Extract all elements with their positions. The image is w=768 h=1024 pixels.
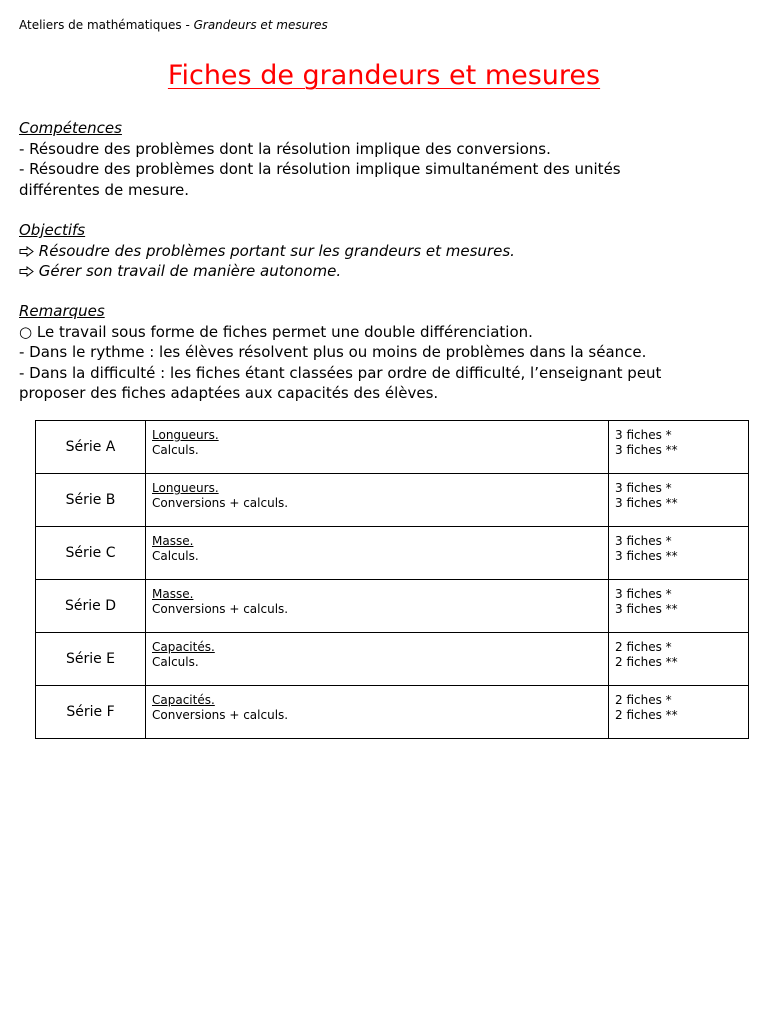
remarques-line: ○ Le travail sous forme de fiches permet une double différenciation. bbox=[19, 322, 533, 341]
competences-heading: Compétences bbox=[19, 119, 122, 137]
series-count-simple: 2 fiches * bbox=[615, 640, 672, 654]
series-count-simple: 3 fiches * bbox=[615, 534, 672, 548]
right-arrow-icon bbox=[19, 246, 34, 257]
table-row bbox=[36, 527, 749, 580]
series-description bbox=[146, 474, 609, 527]
series-count-simple: 3 fiches * bbox=[615, 481, 672, 495]
series-detail: Calculs. bbox=[152, 655, 199, 669]
series-description bbox=[146, 527, 609, 580]
table-row bbox=[36, 580, 749, 633]
series-count bbox=[609, 633, 749, 686]
series-topic: Masse. bbox=[152, 534, 194, 548]
objectifs-line bbox=[19, 241, 739, 262]
series-count bbox=[609, 421, 749, 474]
series-topic: Capacités. bbox=[152, 693, 215, 707]
objectifs-section bbox=[19, 220, 739, 282]
objectifs-text: Résoudre des problèmes portant sur les grandeurs et mesures. bbox=[38, 241, 515, 260]
remarques-section bbox=[19, 301, 739, 404]
table-row bbox=[36, 686, 749, 739]
series-count bbox=[609, 580, 749, 633]
series-name: Série E bbox=[36, 633, 146, 686]
series-count-hard: 2 fiches ** bbox=[615, 655, 678, 669]
series-count-simple: 3 fiches * bbox=[615, 587, 672, 601]
page-header bbox=[19, 16, 328, 34]
series-count bbox=[609, 474, 749, 527]
series-count-simple: 2 fiches * bbox=[615, 693, 672, 707]
header-topic: Grandeurs et mesures bbox=[193, 18, 328, 32]
series-count-hard: 2 fiches ** bbox=[615, 708, 678, 722]
competences-section bbox=[19, 118, 739, 200]
series-topic: Longueurs. bbox=[152, 481, 219, 495]
series-name: Série C bbox=[36, 527, 146, 580]
series-description bbox=[146, 633, 609, 686]
competences-line: - Résoudre des problèmes dont la résolution implique simultanément des unités bbox=[19, 160, 621, 178]
remarques-line: - Dans le rythme : les élèves résolvent plus ou moins de problèmes dans la séance. bbox=[19, 343, 647, 361]
remarques-line: proposer des fiches adaptées aux capacités des élèves. bbox=[19, 384, 439, 402]
series-detail: Conversions + calculs. bbox=[152, 602, 289, 616]
series-name: Série D bbox=[36, 580, 146, 633]
table-row bbox=[36, 633, 749, 686]
header-prefix: Ateliers de mathématiques - bbox=[19, 18, 194, 32]
series-count bbox=[609, 686, 749, 739]
series-detail: Conversions + calculs. bbox=[152, 708, 289, 722]
remarques-heading: Remarques bbox=[19, 302, 105, 320]
series-description bbox=[146, 421, 609, 474]
right-arrow-icon bbox=[19, 266, 34, 277]
page-title: Fiches de grandeurs et mesures bbox=[167, 60, 601, 91]
series-description bbox=[146, 580, 609, 633]
series-count-hard: 3 fiches ** bbox=[615, 443, 678, 457]
series-name: Série A bbox=[36, 421, 146, 474]
series-name: Série B bbox=[36, 474, 146, 527]
series-table bbox=[35, 420, 749, 739]
series-topic: Masse. bbox=[152, 587, 194, 601]
competences-line: différentes de mesure. bbox=[19, 180, 190, 199]
series-count-hard: 3 fiches ** bbox=[615, 602, 678, 616]
remarques-line: - Dans la difficulté : les fiches étant classées par ordre de difficulté, l’enseignant peut bbox=[19, 363, 662, 382]
series-count-simple: 3 fiches * bbox=[615, 428, 672, 442]
series-name: Série F bbox=[36, 686, 146, 739]
table-row bbox=[36, 421, 749, 474]
competences-line: - Résoudre des problèmes dont la résolution implique des conversions. bbox=[19, 139, 551, 158]
objectifs-text: Gérer son travail de manière autonome. bbox=[38, 262, 342, 280]
series-count bbox=[609, 527, 749, 580]
series-detail: Conversions + calculs. bbox=[152, 496, 289, 510]
objectifs-line bbox=[19, 261, 739, 282]
series-topic: Capacités. bbox=[152, 640, 215, 654]
objectifs-heading: Objectifs bbox=[19, 221, 86, 239]
series-topic: Longueurs. bbox=[152, 428, 219, 442]
series-count-hard: 3 fiches ** bbox=[615, 549, 678, 563]
series-description bbox=[146, 686, 609, 739]
table-row bbox=[36, 474, 749, 527]
series-count-hard: 3 fiches ** bbox=[615, 496, 678, 510]
series-detail: Calculs. bbox=[152, 443, 199, 457]
series-detail: Calculs. bbox=[152, 549, 199, 563]
